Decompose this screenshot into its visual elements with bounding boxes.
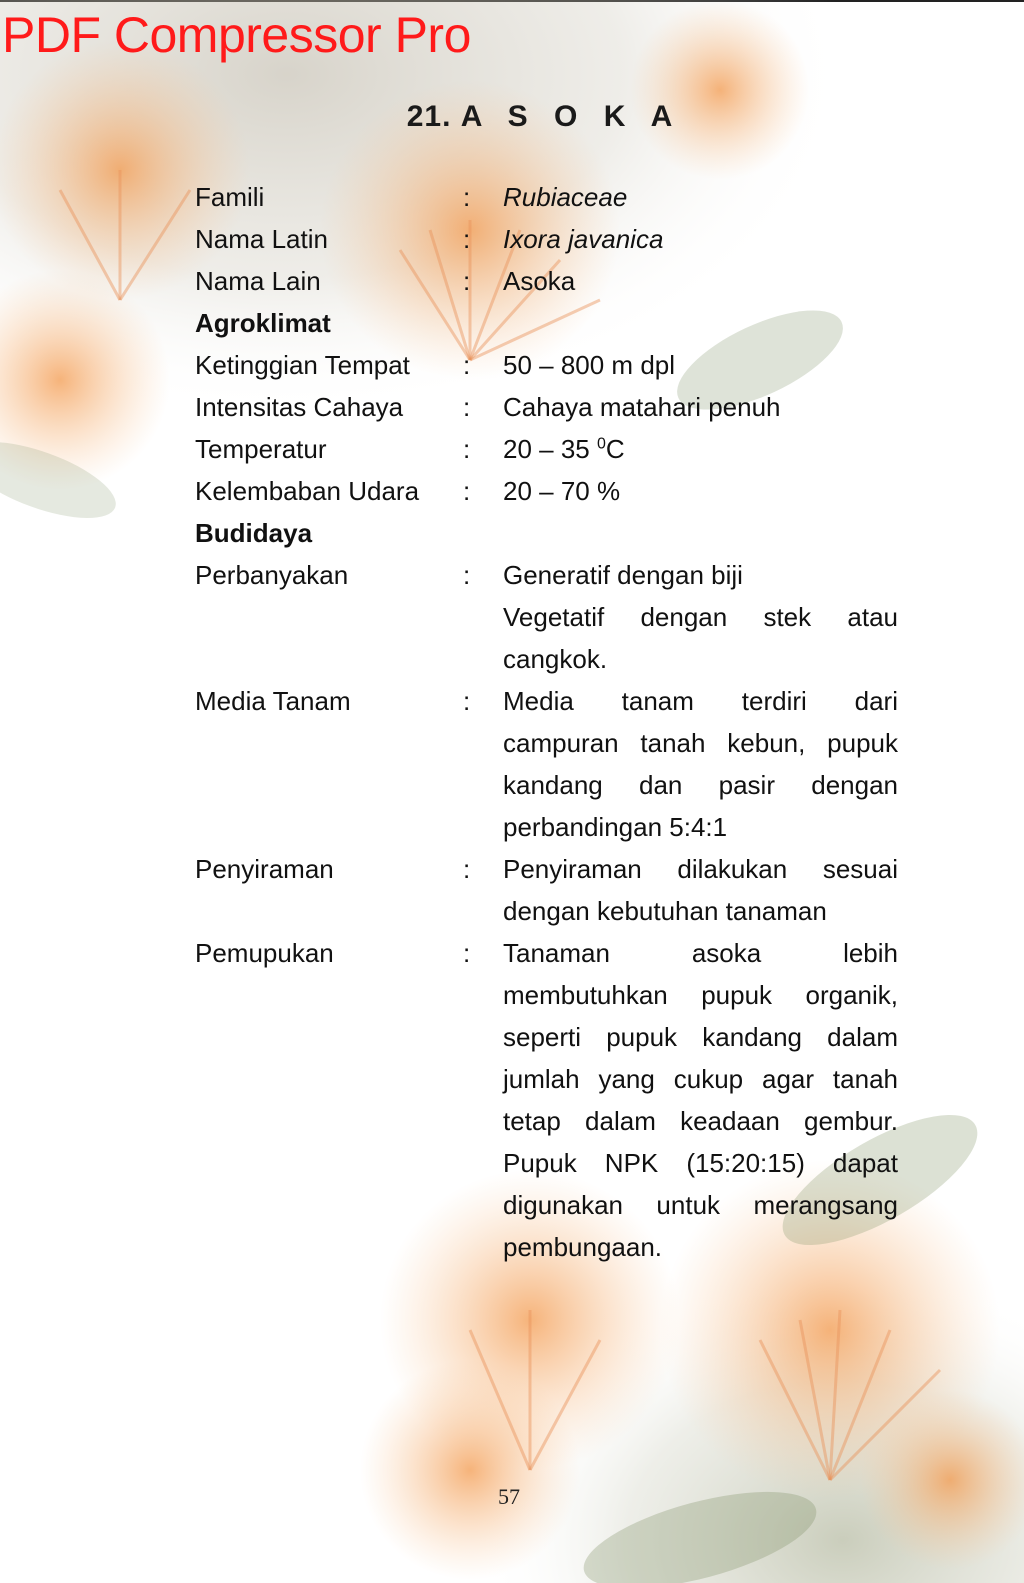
colon: : (463, 560, 471, 590)
info-value: Rubiaceae (503, 182, 628, 212)
colon: : (463, 392, 471, 422)
colon: : (463, 224, 471, 254)
info-row-nama-lain (195, 260, 907, 302)
section-heading-budidaya: Budidaya (195, 518, 313, 548)
colon: : (463, 434, 471, 464)
info-value: Cahaya matahari penuh (503, 392, 781, 422)
info-label: Nama Lain (195, 266, 321, 296)
info-row-pemupukan (195, 932, 907, 1268)
info-value: 50 – 800 m dpl (503, 350, 676, 380)
info-value (503, 428, 898, 470)
info-row-intensitas-cahaya (195, 386, 907, 428)
info-label: Ketinggian Tempat (195, 350, 410, 380)
info-value: Penyiraman dilakukan sesuai dengan kebutuhan tanaman (503, 854, 898, 926)
degree-superscript: 0 (596, 435, 606, 453)
info-label: Nama Latin (195, 224, 328, 254)
info-value: Asoka (503, 266, 576, 296)
plant-info-table (195, 176, 907, 1268)
page-title (0, 100, 1024, 134)
info-label: Temperatur (195, 434, 327, 464)
info-row-penyiraman (195, 848, 907, 932)
colon: : (463, 854, 471, 884)
info-row-perbanyakan-vegetatif (195, 596, 907, 680)
temperature-unit: C (605, 434, 625, 464)
info-label: Media Tanam (195, 686, 351, 716)
info-label: Famili (195, 182, 265, 212)
temperature-range: 20 – 35 (503, 434, 597, 464)
info-value: 20 – 70 % (503, 476, 621, 506)
watermark-text: PDF Compressor Pro (2, 7, 471, 63)
colon-placeholder (463, 596, 503, 680)
info-value: Generatif dengan biji (503, 560, 743, 590)
title-number: 21. (406, 100, 452, 133)
info-value: Tanaman asoka lebih membutuhkan pupuk organik, seperti pupuk kandang dalam jumlah yang cukup agar tanah tetap dalam keadaan gembur. Pupuk NPK (15:20:15) dapat digunakan untuk merangsang pembungaan. (503, 938, 898, 1262)
info-value: Vegetatif dengan stek atau cangkok. (503, 602, 898, 674)
info-label: Penyiraman (195, 854, 334, 884)
colon: : (463, 686, 471, 716)
info-value: Media tanam terdiri dari campuran tanah kebun, pupuk kandang dan pasir dengan perbandingan 5:4:1 (503, 686, 898, 842)
colon: : (463, 182, 471, 212)
info-label: Pemupukan (195, 938, 334, 968)
section-heading-agroklimat: Agroklimat (195, 308, 331, 338)
info-label (195, 596, 463, 680)
info-row-nama-latin (195, 218, 907, 260)
info-value: Ixora javanica (503, 224, 664, 254)
info-row-perbanyakan (195, 554, 907, 596)
page-number: 57 (498, 1484, 520, 1509)
title-name: A S O K A (460, 100, 682, 133)
info-row-ketinggian (195, 344, 907, 386)
info-row-famili (195, 176, 907, 218)
info-row-kelembaban (195, 470, 907, 512)
colon: : (463, 938, 471, 968)
colon: : (463, 266, 471, 296)
info-label: Kelembaban Udara (195, 476, 420, 506)
colon: : (463, 350, 471, 380)
info-label: Perbanyakan (195, 560, 349, 590)
info-row-media-tanam (195, 680, 907, 848)
info-row-temperatur (195, 428, 907, 470)
colon: : (463, 476, 471, 506)
info-label: Intensitas Cahaya (195, 392, 404, 422)
